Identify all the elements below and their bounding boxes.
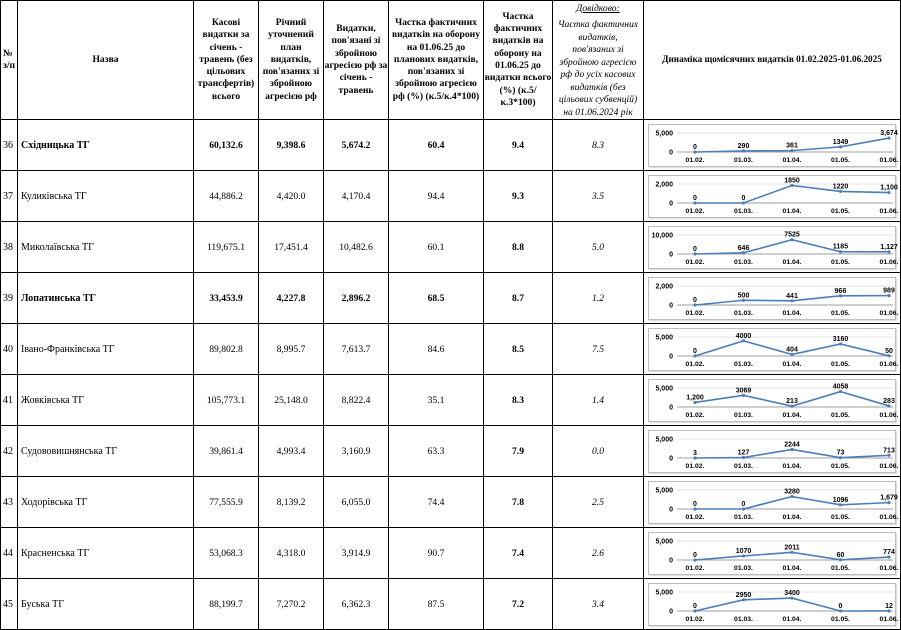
cash-expenses: 39,861.4 <box>194 426 259 477</box>
cash-expenses: 77,555.9 <box>194 477 259 528</box>
month-label: 01.03. <box>734 207 753 215</box>
row-num: 37 <box>1 171 18 222</box>
data-label: 713 <box>883 446 895 454</box>
reference-title: Довідково: <box>576 3 620 14</box>
data-label: 290 <box>737 142 750 150</box>
data-label: 127 <box>737 449 750 457</box>
month-label: 01.06. <box>879 564 899 572</box>
sparkline-svg <box>649 227 899 268</box>
table-row <box>1 477 901 528</box>
month-label: 01.06. <box>879 309 899 317</box>
month-label: 01.02. <box>685 615 705 623</box>
cash-expenses: 53,068.3 <box>194 528 259 579</box>
y-tick-label: 2,000 <box>655 283 673 291</box>
data-label: 361 <box>786 142 798 150</box>
data-label: 646 <box>737 244 750 252</box>
cash-expenses: 44,886.2 <box>194 171 259 222</box>
data-label: 1185 <box>832 243 849 251</box>
y-zero-label: 0 <box>669 251 673 259</box>
y-zero-label: 0 <box>669 404 673 412</box>
sparkline-chart <box>648 124 899 167</box>
cash-expenses: 33,453.9 <box>194 273 259 324</box>
community-name: Буська ТГ <box>18 579 194 630</box>
sparkline-chart <box>648 379 899 422</box>
annual-plan: 4,420.0 <box>259 171 324 222</box>
y-zero-label: 0 <box>669 455 673 463</box>
month-label: 01.03. <box>734 564 753 572</box>
data-label: 7525 <box>784 231 800 239</box>
reference-share-2024: 3.4 <box>553 579 644 630</box>
defense-expenses: 2,896.2 <box>324 273 389 324</box>
data-label: 3400 <box>784 589 800 597</box>
share-of-total: 8.3 <box>484 375 553 426</box>
sparkline-chart <box>648 277 899 320</box>
table-row <box>1 579 901 630</box>
month-label: 01.05. <box>831 564 850 572</box>
y-zero-label: 0 <box>669 557 673 565</box>
month-label: 01.02. <box>685 513 705 521</box>
annual-plan: 25,148.0 <box>259 375 324 426</box>
month-label: 01.04. <box>782 156 802 164</box>
header-dynamics: Динаміка щомісячних видатків 01.02.2025-01.06.2025 <box>644 1 901 120</box>
annual-plan: 4,993.4 <box>259 426 324 477</box>
data-label: 60 <box>836 551 845 559</box>
defense-expenses: 8,822.4 <box>324 375 389 426</box>
reference-text: Частка фактичних видатків, пов'язаних зі збройною агресією рф до усіх касових видатків (без цільових субвенцій) на 01.06.2024 рік <box>557 19 639 118</box>
data-label: 1220 <box>832 182 849 190</box>
community-name: Миколаївська ТГ <box>18 222 194 273</box>
month-label: 01.03. <box>734 156 753 164</box>
month-label: 01.05. <box>831 309 850 317</box>
y-tick-label: 10,000 <box>651 232 673 240</box>
series-line <box>695 496 889 508</box>
reference-share-2024: 5.0 <box>553 222 644 273</box>
community-name: Лопатинська ТГ <box>18 273 194 324</box>
data-label: 283 <box>883 397 895 405</box>
sparkline-chart <box>648 226 899 269</box>
data-label: 2950 <box>735 591 752 599</box>
dynamics-cell <box>644 324 901 375</box>
month-label: 01.05. <box>831 462 850 470</box>
month-label: 01.02. <box>685 411 705 419</box>
dynamics-cell <box>644 171 901 222</box>
sparkline-chart <box>648 583 899 626</box>
data-label: 3 <box>693 449 697 457</box>
month-label: 01.03. <box>734 615 753 623</box>
month-label: 01.02. <box>685 564 705 572</box>
share-of-plan: 63.3 <box>389 426 484 477</box>
data-label: 1,100 <box>880 184 898 192</box>
sparkline-svg <box>649 125 899 166</box>
month-label: 01.04. <box>782 360 802 368</box>
sparkline-svg <box>649 278 899 319</box>
y-zero-label: 0 <box>669 608 673 616</box>
annual-plan: 7,270.2 <box>259 579 324 630</box>
y-tick-label: 5,000 <box>655 385 673 393</box>
y-zero-label: 0 <box>669 506 673 514</box>
defense-expenses: 7,613.7 <box>324 324 389 375</box>
share-of-plan: 84.6 <box>389 324 484 375</box>
y-zero-label: 0 <box>669 149 673 157</box>
month-label: 01.06. <box>879 258 899 266</box>
dynamics-cell <box>644 528 901 579</box>
annual-plan: 8,995.7 <box>259 324 324 375</box>
data-label: 441 <box>786 292 798 300</box>
header-share-total: Частка фактичних видатків на оборону на 01.06.25 до видатки всього (%) (к.5/к.3*100) <box>484 1 553 120</box>
defense-expenses: 6,362.3 <box>324 579 389 630</box>
cash-expenses: 60,132.6 <box>194 120 259 171</box>
community-name: Куликівська ТГ <box>18 171 194 222</box>
header-plan: Річний уточнений план видатків, пов'язаних зі збройною агресією рф <box>259 1 324 120</box>
month-label: 01.04. <box>782 564 802 572</box>
row-num: 41 <box>1 375 18 426</box>
sparkline-svg <box>649 584 899 625</box>
row-num: 44 <box>1 528 18 579</box>
data-label: 1850 <box>784 176 800 184</box>
cash-expenses: 119,675.1 <box>194 222 259 273</box>
reference-share-2024: 0.0 <box>553 426 644 477</box>
data-label: 0 <box>838 602 843 610</box>
data-label: 3160 <box>832 335 849 343</box>
y-tick-label: 5,000 <box>655 130 673 138</box>
community-name: Жовківська ТГ <box>18 375 194 426</box>
y-zero-label: 0 <box>669 302 673 310</box>
y-tick-label: 5,000 <box>655 334 673 342</box>
month-label: 01.04. <box>782 462 802 470</box>
annual-plan: 4,227.8 <box>259 273 324 324</box>
month-label: 01.06. <box>879 207 899 215</box>
data-label: 0 <box>693 551 697 559</box>
dynamics-cell <box>644 477 901 528</box>
y-tick-label: 5,000 <box>655 538 673 546</box>
defense-expenses: 10,482.6 <box>324 222 389 273</box>
header-name: Назва <box>18 1 194 120</box>
y-tick-label: 2,000 <box>655 181 673 189</box>
header-defense: Видатки, пов'язані зі збройною агресією рф за січень - травень <box>324 1 389 120</box>
data-label: 989 <box>883 287 895 295</box>
share-of-total: 9.3 <box>484 171 553 222</box>
table-row <box>1 171 901 222</box>
share-of-total: 8.7 <box>484 273 553 324</box>
reference-share-2024: 8.3 <box>553 120 644 171</box>
y-tick-label: 5,000 <box>655 487 673 495</box>
month-label: 01.04. <box>782 309 802 317</box>
month-label: 01.04. <box>782 258 802 266</box>
data-label: 1,200 <box>686 393 704 401</box>
dynamics-cell <box>644 375 901 426</box>
data-label: 213 <box>786 397 798 405</box>
dynamics-cell <box>644 426 901 477</box>
dynamics-cell <box>644 273 901 324</box>
reference-share-2024: 1.2 <box>553 273 644 324</box>
month-label: 01.06. <box>879 462 899 470</box>
data-label: 404 <box>786 345 798 353</box>
table-row <box>1 375 901 426</box>
share-of-total: 7.9 <box>484 426 553 477</box>
defense-expenses: 3,160.9 <box>324 426 389 477</box>
reference-share-2024: 7.5 <box>553 324 644 375</box>
month-label: 01.02. <box>685 360 705 368</box>
month-label: 01.06. <box>879 360 899 368</box>
data-label: 12 <box>885 602 893 610</box>
y-tick-label: 5,000 <box>655 436 673 444</box>
month-label: 01.05. <box>831 207 850 215</box>
community-name: Красненська ТГ <box>18 528 194 579</box>
series-line <box>695 239 889 253</box>
month-label: 01.04. <box>782 411 802 419</box>
y-tick-label: 5,000 <box>655 589 673 597</box>
share-of-total: 8.8 <box>484 222 553 273</box>
sparkline-svg <box>649 380 899 421</box>
sparkline-chart <box>648 532 899 575</box>
data-label: 0 <box>693 194 697 202</box>
row-num: 39 <box>1 273 18 324</box>
sparkline-svg <box>649 533 899 574</box>
month-label: 01.03. <box>734 258 753 266</box>
data-label: 73 <box>836 449 845 457</box>
data-label: 50 <box>885 347 893 355</box>
share-of-plan: 87.5 <box>389 579 484 630</box>
data-label: 774 <box>883 548 895 556</box>
table-row <box>1 273 901 324</box>
share-of-total: 7.8 <box>484 477 553 528</box>
data-label: 1,127 <box>880 243 898 251</box>
month-label: 01.03. <box>734 360 753 368</box>
reference-share-2024: 3.5 <box>553 171 644 222</box>
community-name: Східницька ТГ <box>18 120 194 171</box>
data-label: 1,679 <box>880 494 898 502</box>
row-num: 43 <box>1 477 18 528</box>
share-of-plan: 94.4 <box>389 171 484 222</box>
data-label: 0 <box>693 500 697 508</box>
sparkline-svg <box>649 482 899 523</box>
data-label: 2011 <box>784 543 800 551</box>
row-num: 42 <box>1 426 18 477</box>
share-of-total: 7.2 <box>484 579 553 630</box>
data-label: 0 <box>693 347 697 355</box>
month-label: 01.03. <box>734 309 753 317</box>
header-num: № з/п <box>1 1 18 120</box>
defense-expenses: 3,914.9 <box>324 528 389 579</box>
reference-share-2024: 2.5 <box>553 477 644 528</box>
month-label: 01.02. <box>685 462 705 470</box>
data-label: 1070 <box>735 547 752 555</box>
share-of-total: 7.4 <box>484 528 553 579</box>
month-label: 01.03. <box>734 462 753 470</box>
month-label: 01.04. <box>782 513 802 521</box>
table-row <box>1 324 901 375</box>
month-label: 01.02. <box>685 156 705 164</box>
data-label: 4000 <box>735 332 752 340</box>
data-label: 0 <box>741 500 746 508</box>
data-label: 0 <box>693 143 697 151</box>
share-of-plan: 68.5 <box>389 273 484 324</box>
row-num: 40 <box>1 324 18 375</box>
data-label: 0 <box>693 602 697 610</box>
data-label: 1096 <box>832 496 849 504</box>
month-label: 01.05. <box>831 156 850 164</box>
month-label: 01.02. <box>685 207 705 215</box>
series-line <box>695 598 889 611</box>
table-body <box>1 120 901 630</box>
month-label: 01.06. <box>879 156 899 164</box>
row-num: 45 <box>1 579 18 630</box>
month-label: 01.05. <box>831 615 850 623</box>
data-label: 500 <box>737 291 750 299</box>
header-reference <box>553 1 644 120</box>
defense-expenses: 5,674.2 <box>324 120 389 171</box>
month-label: 01.05. <box>831 258 850 266</box>
community-name: Івано-Франківська ТГ <box>18 324 194 375</box>
dynamics-cell <box>644 120 901 171</box>
share-of-total: 8.5 <box>484 324 553 375</box>
data-label: 2244 <box>784 440 800 448</box>
month-label: 01.03. <box>734 411 753 419</box>
sparkline-chart <box>648 481 899 524</box>
month-label: 01.02. <box>685 258 705 266</box>
month-label: 01.06. <box>879 513 899 521</box>
defense-expenses: 6,055.0 <box>324 477 389 528</box>
month-label: 01.04. <box>782 207 802 215</box>
data-label: 1349 <box>832 138 849 146</box>
month-label: 01.02. <box>685 309 705 317</box>
annual-plan: 8,139.2 <box>259 477 324 528</box>
header-share-plan: Частка фактичних видатків на оборону на 01.06.25 до планових видатків, пов'язаних зі збройною агресією рф (%) (к.5/к.4*100) <box>389 1 484 120</box>
share-of-plan: 90.7 <box>389 528 484 579</box>
month-label: 01.05. <box>831 360 850 368</box>
annual-plan: 17,451.4 <box>259 222 324 273</box>
table-row <box>1 222 901 273</box>
defense-expenses: 4,170.4 <box>324 171 389 222</box>
data-label: 0 <box>693 245 697 253</box>
data-label: 3280 <box>784 488 800 496</box>
header-cash: Касові видатки за січень - травень (без цільових трансфертів) всього <box>194 1 259 120</box>
data-label: 0 <box>693 296 697 304</box>
sparkline-chart <box>648 430 899 473</box>
community-name: Судововишнянська ТГ <box>18 426 194 477</box>
community-name: Ходорівська ТГ <box>18 477 194 528</box>
cash-expenses: 105,773.1 <box>194 375 259 426</box>
reference-share-2024: 2.6 <box>553 528 644 579</box>
dynamics-cell <box>644 579 901 630</box>
month-label: 01.05. <box>831 411 850 419</box>
month-label: 01.06. <box>879 615 899 623</box>
sparkline-chart <box>648 175 899 218</box>
month-label: 01.03. <box>734 513 753 521</box>
row-num: 38 <box>1 222 18 273</box>
data-label: 0 <box>741 194 746 202</box>
sparkline-svg <box>649 431 899 472</box>
y-zero-label: 0 <box>669 353 673 361</box>
header-row <box>1 1 901 120</box>
data-label: 966 <box>834 287 847 295</box>
share-of-total: 9.4 <box>484 120 553 171</box>
month-label: 01.04. <box>782 615 802 623</box>
table-row <box>1 426 901 477</box>
table-row <box>1 528 901 579</box>
month-label: 01.05. <box>831 513 850 521</box>
share-of-plan: 74.4 <box>389 477 484 528</box>
month-label: 01.06. <box>879 411 899 419</box>
annual-plan: 4,318.0 <box>259 528 324 579</box>
data-label: 3,674 <box>880 129 898 137</box>
sparkline-chart <box>648 328 899 371</box>
reference-share-2024: 1.4 <box>553 375 644 426</box>
y-zero-label: 0 <box>669 200 673 208</box>
sparkline-svg <box>649 176 899 217</box>
data-label: 3069 <box>735 386 752 394</box>
cash-expenses: 89,802.8 <box>194 324 259 375</box>
dynamics-cell <box>644 222 901 273</box>
share-of-plan: 60.4 <box>389 120 484 171</box>
annual-plan: 9,398.6 <box>259 120 324 171</box>
share-of-plan: 60.1 <box>389 222 484 273</box>
data-label: 4058 <box>832 383 849 391</box>
share-of-plan: 35.1 <box>389 375 484 426</box>
table-row <box>1 120 901 171</box>
row-num: 36 <box>1 120 18 171</box>
cash-expenses: 88,199.7 <box>194 579 259 630</box>
sparkline-svg <box>649 329 899 370</box>
